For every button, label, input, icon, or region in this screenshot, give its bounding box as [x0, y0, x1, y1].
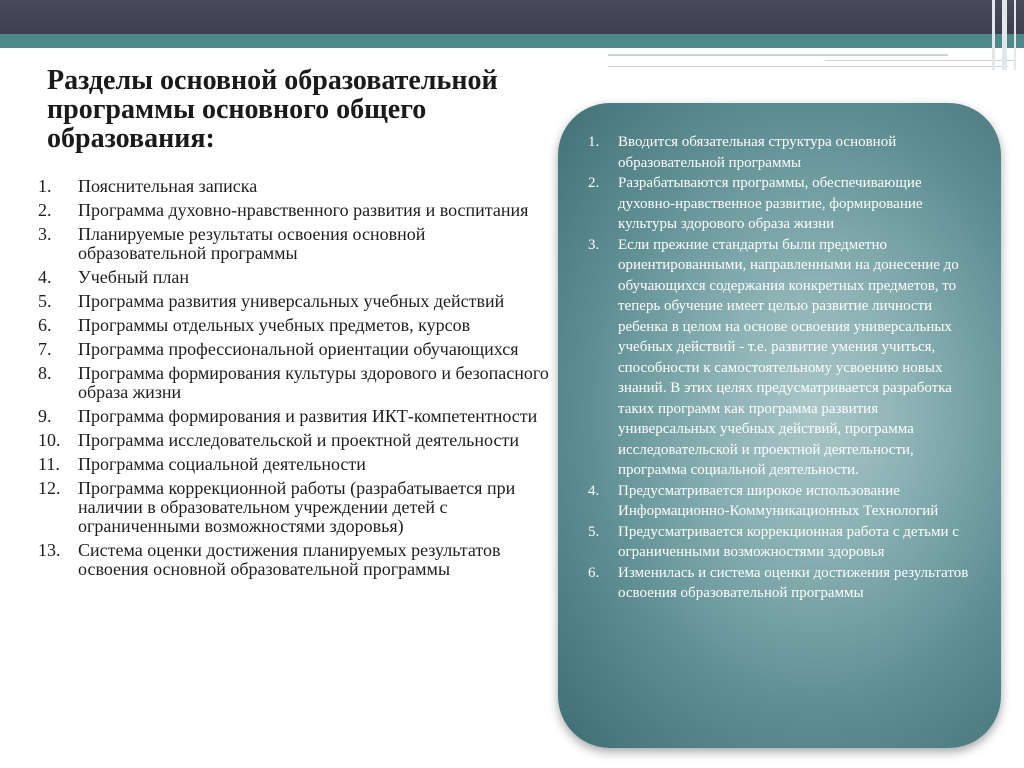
item-text: Пояснительная записка — [78, 176, 258, 196]
item-text: Программа коррекционной работы (разрабатывается при наличии в образовательном учреждении детей с ограниченными возможностями здоровья) — [78, 478, 516, 536]
item-text: Разрабатываются программы, обеспечивающие духовно-нравственное развитие, формирование культуры здорового образа жизни — [618, 175, 923, 232]
decor-line-3 — [825, 60, 1015, 61]
item-number: 11. — [38, 454, 60, 474]
item-text: Планируемые результаты освоения основной образовательной программы — [78, 224, 426, 263]
item-number: 9. — [38, 406, 52, 426]
decor-vertical-2 — [1002, 0, 1007, 70]
item-text: Если прежние стандарты были предметно ориентированными, направленными на донесение до обучающихся содержания конкретных предметов, то теперь обучение имеет целью развитие личности ребенка в целом на основе освоения универсальных учебных действий - т.е. развитие умения учиться, способности к самостоятельному усвоению новых знаний. В этих целях предусматривается разработка таких программ как программа развития универсальных учебных действий, программа исследовательской и проектной деятельности, программа социальной деятельности. — [618, 236, 959, 478]
decor-vertical-3 — [1014, 0, 1016, 70]
item-number: 5. — [588, 523, 600, 540]
list-item — [38, 292, 558, 311]
item-text: Система оценки достижения планируемых результатов освоения основной образовательной программы — [78, 540, 501, 579]
list-item — [38, 407, 558, 426]
item-number: 2. — [588, 175, 600, 191]
item-text: Предусматривается коррекционная работа с детьми с ограниченными возможностями здоровья — [618, 523, 959, 560]
list-item — [38, 340, 558, 359]
decor-line-2 — [608, 66, 1008, 67]
list-item — [38, 364, 558, 402]
item-number: 6. — [38, 315, 52, 335]
list-item — [38, 316, 558, 335]
list-item — [38, 177, 558, 196]
item-text: Программа социальной деятельности — [78, 454, 366, 474]
item-number: 3. — [588, 236, 600, 253]
list-item — [38, 479, 558, 536]
item-number: 12. — [38, 478, 61, 498]
list-item — [38, 431, 558, 450]
decor-line-1 — [608, 54, 948, 56]
item-number: 6. — [588, 564, 600, 581]
item-number: 8. — [38, 363, 52, 383]
changes-list — [588, 132, 972, 604]
list-item — [38, 455, 558, 474]
decor-vertical-1 — [992, 0, 995, 70]
list-item — [588, 173, 972, 235]
top-decor-bar — [0, 0, 1024, 34]
item-number: 2. — [38, 200, 52, 220]
list-item — [588, 132, 972, 173]
item-number: 13. — [38, 540, 61, 560]
list-item — [38, 225, 558, 263]
list-item — [38, 541, 558, 579]
slide-title: Разделы основной образовательной программы основного общего образования: — [47, 65, 498, 154]
item-number: 5. — [38, 291, 52, 311]
item-number: 10. — [38, 430, 61, 450]
list-item — [588, 522, 972, 563]
item-number: 3. — [38, 224, 52, 244]
list-item — [38, 201, 558, 220]
item-text: Учебный план — [78, 267, 190, 287]
sections-list — [38, 177, 558, 584]
item-text: Программа формирования и развития ИКТ-компетентности — [78, 406, 538, 426]
list-item — [588, 563, 972, 604]
item-text: Вводится обязательная структура основной образовательной программы — [618, 134, 897, 171]
item-text: Программа исследовательской и проектной деятельности — [78, 430, 519, 450]
item-number: 1. — [588, 134, 600, 150]
list-item — [588, 481, 972, 522]
item-number: 1. — [38, 176, 52, 196]
item-number: 4. — [588, 482, 600, 499]
item-text: Программы отдельных учебных предметов, курсов — [78, 315, 471, 335]
item-text: Программа духовно-нравственного развития и воспитания — [78, 200, 529, 220]
list-item — [588, 235, 972, 481]
item-number: 7. — [38, 339, 52, 359]
list-item — [38, 268, 558, 287]
item-text: Программа развития универсальных учебных действий — [78, 291, 505, 311]
item-text: Изменилась и система оценки достижения результатов освоения образовательной программы — [618, 564, 969, 601]
item-text: Программа формирования культуры здорового и безопасного образа жизни — [78, 363, 549, 402]
item-text: Программа профессиональной ориентации обучающихся — [78, 339, 519, 359]
item-text: Предусматривается широкое использование Информационно-Коммуникационных Технологий — [618, 482, 939, 519]
teal-decor-band — [0, 34, 1024, 48]
item-number: 4. — [38, 267, 52, 287]
